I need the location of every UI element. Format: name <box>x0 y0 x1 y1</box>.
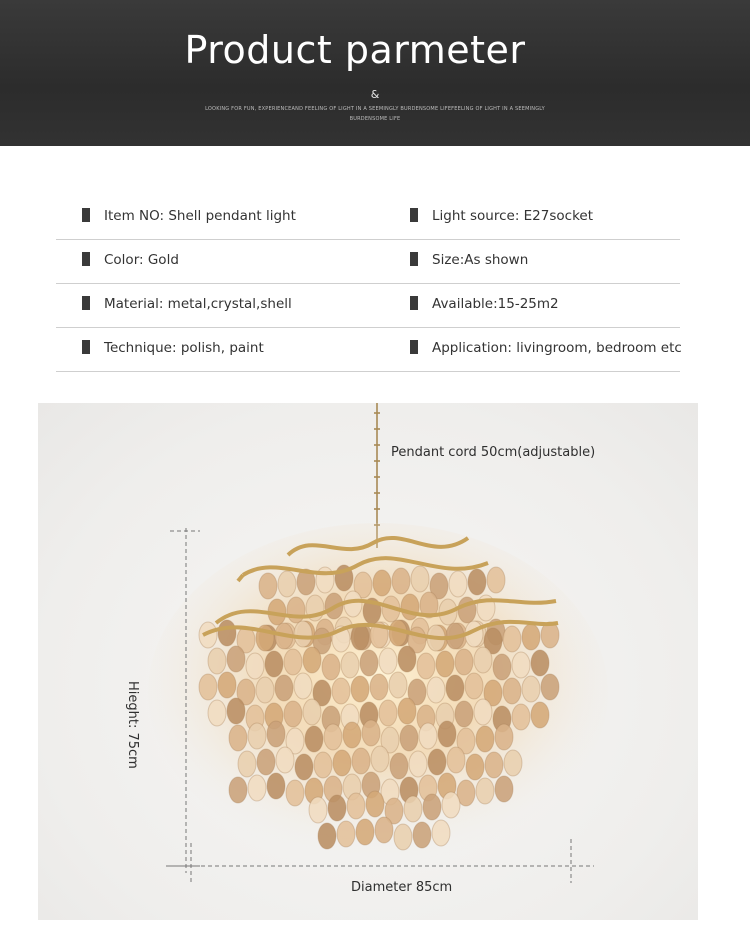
shell-disc <box>398 646 416 672</box>
shell-disc <box>446 675 464 701</box>
shell-disc <box>324 724 342 750</box>
spec-row <box>56 240 680 284</box>
shell-disc <box>305 726 323 752</box>
shell-disc <box>356 819 374 845</box>
shell-disc <box>246 653 264 679</box>
spec-light-source: Light source: E27socket <box>432 208 594 224</box>
shell-disc <box>294 621 312 647</box>
spec-row <box>56 328 680 372</box>
shell-disc <box>218 672 236 698</box>
spec-technique: Technique: polish, paint <box>104 340 264 356</box>
shell-disc <box>352 748 370 774</box>
shell-disc <box>199 622 217 648</box>
shell-disc <box>495 724 513 750</box>
shell-disc <box>265 651 283 677</box>
shell-disc <box>284 649 302 675</box>
shell-disc <box>442 792 460 818</box>
shell-disc <box>314 752 332 778</box>
shell-disc <box>455 701 473 727</box>
shell-disc <box>411 566 429 592</box>
shell-disc <box>362 720 380 746</box>
shell-disc <box>447 747 465 773</box>
shell-disc <box>341 652 359 678</box>
shell-disc <box>229 725 247 751</box>
shell-disc <box>436 651 454 677</box>
shell-disc <box>495 776 513 802</box>
shell-disc <box>275 675 293 701</box>
bullet-icon <box>82 296 90 310</box>
bullet-icon <box>82 252 90 266</box>
cord-length-label: Pendant cord 50cm(adjustable) <box>391 445 596 460</box>
shell-disc <box>294 673 312 699</box>
shell-disc <box>373 570 391 596</box>
shell-disc <box>257 749 275 775</box>
shell-disc <box>379 648 397 674</box>
spec-size: Size:As shown <box>432 252 529 268</box>
shell-disc <box>256 677 274 703</box>
shell-disc <box>449 571 467 597</box>
shell-disc <box>238 751 256 777</box>
spec-item-no: Item NO: Shell pendant light <box>104 208 296 224</box>
spec-application: Application: livingroom, bedroom etc <box>432 340 682 356</box>
shell-disc <box>208 648 226 674</box>
shell-disc <box>248 723 266 749</box>
ampersand-mark: & <box>370 88 380 101</box>
shell-disc <box>427 677 445 703</box>
shell-disc <box>375 817 393 843</box>
shell-disc <box>522 676 540 702</box>
page-title: Product parmeter <box>184 28 526 72</box>
shell-disc <box>347 793 365 819</box>
shell-disc <box>351 676 369 702</box>
bullet-icon <box>410 252 418 266</box>
shell-disc <box>379 700 397 726</box>
shell-disc <box>390 753 408 779</box>
shell-disc <box>287 597 305 623</box>
shell-disc <box>493 654 511 680</box>
shell-disc <box>432 820 450 846</box>
bullet-icon <box>410 208 418 222</box>
shell-disc <box>485 752 503 778</box>
shell-disc <box>468 569 486 595</box>
shell-disc <box>337 821 355 847</box>
shell-disc <box>332 678 350 704</box>
shell-disc <box>370 674 388 700</box>
shell-disc <box>522 624 540 650</box>
shell-disc <box>504 750 522 776</box>
shell-disc <box>503 678 521 704</box>
bullet-icon <box>410 296 418 310</box>
shell-disc <box>455 649 473 675</box>
shell-disc <box>438 721 456 747</box>
shell-disc <box>419 723 437 749</box>
spec-available: Available:15-25m2 <box>432 296 559 312</box>
shell-disc <box>476 726 494 752</box>
shell-disc <box>541 674 559 700</box>
shell-disc <box>229 777 247 803</box>
shell-disc <box>400 725 418 751</box>
shell-disc <box>474 699 492 725</box>
shell-disc <box>423 794 441 820</box>
shell-disc <box>286 780 304 806</box>
shell-disc <box>227 646 245 672</box>
diameter-label: Diameter 85cm <box>351 880 453 895</box>
shell-disc <box>503 626 521 652</box>
bullet-icon <box>410 340 418 354</box>
shell-disc <box>276 747 294 773</box>
shell-disc <box>476 778 494 804</box>
spec-row <box>56 196 680 240</box>
spec-material: Material: metal,crystal,shell <box>104 296 292 312</box>
shell-disc <box>371 746 389 772</box>
shell-disc <box>333 750 351 776</box>
shell-disc <box>248 775 266 801</box>
shell-disc <box>208 700 226 726</box>
shell-disc <box>409 751 427 777</box>
shell-disc <box>267 773 285 799</box>
shell-disc <box>303 699 321 725</box>
bullet-icon <box>82 208 90 222</box>
shell-disc <box>404 796 422 822</box>
shell-disc <box>360 650 378 676</box>
shell-disc <box>199 674 217 700</box>
shell-disc <box>531 650 549 676</box>
shell-disc <box>259 573 277 599</box>
shell-disc <box>465 673 483 699</box>
product-photo <box>38 403 698 920</box>
bullet-icon <box>82 340 90 354</box>
shell-disc <box>366 791 384 817</box>
shell-disc <box>343 722 361 748</box>
shell-disc <box>394 824 412 850</box>
shell-disc <box>474 647 492 673</box>
shell-disc <box>466 754 484 780</box>
shell-disc <box>512 652 530 678</box>
shell-disc <box>417 653 435 679</box>
shell-disc <box>322 654 340 680</box>
spec-row <box>56 284 680 328</box>
shell-disc <box>295 754 313 780</box>
shell-disc <box>428 749 446 775</box>
shell-disc <box>309 797 327 823</box>
shell-disc <box>512 704 530 730</box>
shell-disc <box>392 568 410 594</box>
height-label: Hieght: 75cm <box>125 681 140 769</box>
shell-disc <box>413 822 431 848</box>
shell-disc <box>328 795 346 821</box>
banner-subtitle: LOOKING FOR FUN, EXPERIENCEAND FEELING OF LIGHT IN A SEEMINGLY BURDENSOME LIFEFEELING OF LIGHT IN A SEEMINGLY BURDENSOME LIFE <box>205 106 545 122</box>
chandelier-illustration <box>38 403 698 920</box>
spec-color: Color: Gold <box>104 252 179 268</box>
shell-disc <box>278 571 296 597</box>
shell-disc <box>531 702 549 728</box>
shell-disc <box>389 672 407 698</box>
shell-disc <box>398 698 416 724</box>
shell-disc <box>267 721 285 747</box>
spec-table <box>56 196 680 372</box>
shell-disc <box>318 823 336 849</box>
shell-disc <box>218 620 236 646</box>
shell-disc <box>487 567 505 593</box>
header-banner <box>0 0 750 146</box>
shell-disc <box>401 594 419 620</box>
shell-disc <box>303 647 321 673</box>
shell-disc <box>227 698 245 724</box>
shell-disc <box>284 701 302 727</box>
